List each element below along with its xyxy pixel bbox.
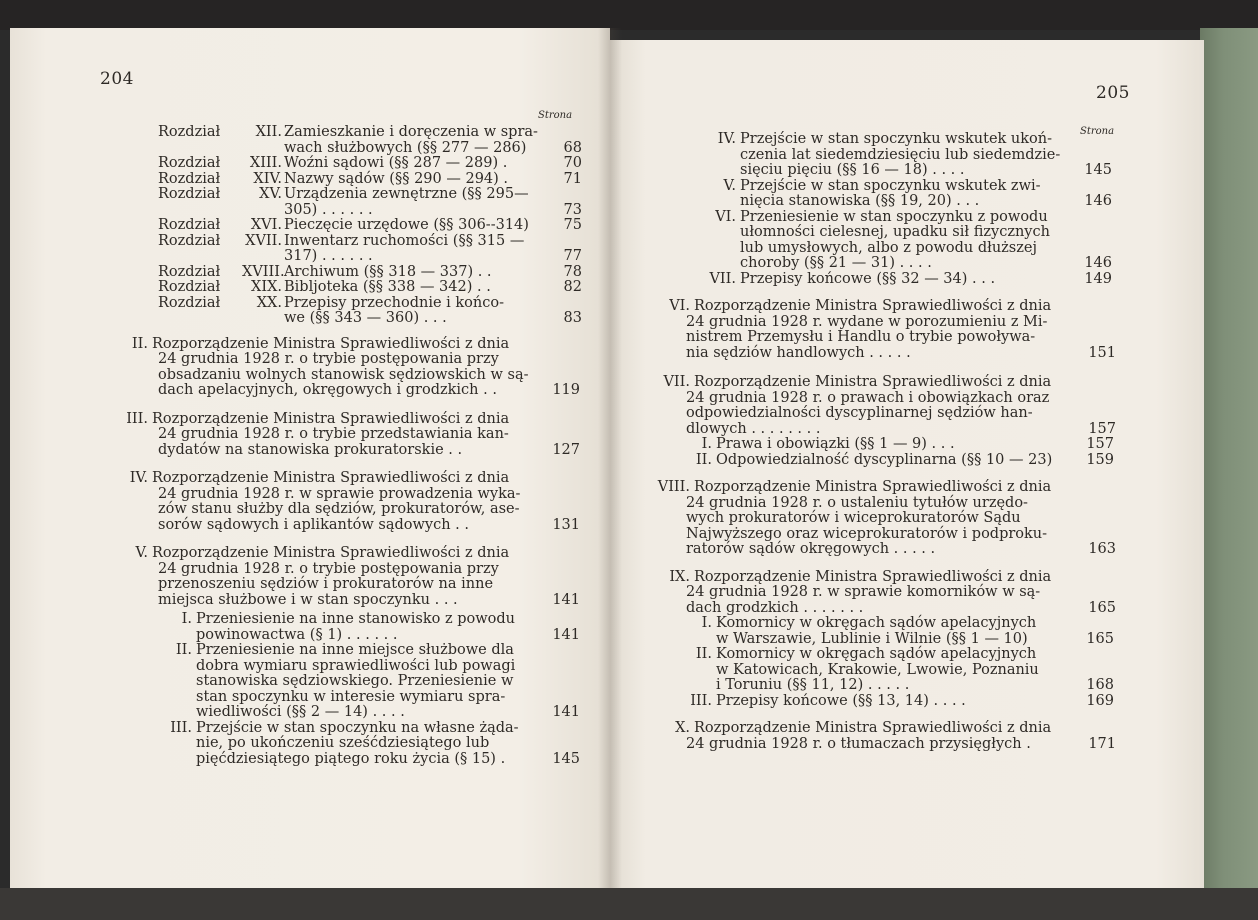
entry-text-line: lub umysłowych, albo z powodu dłuższej xyxy=(740,239,1037,256)
entry-number: I. xyxy=(701,436,712,452)
entry-page-number: 151 xyxy=(1088,344,1116,361)
chapter-label: Rozdział xyxy=(158,232,221,249)
entry-number: II. xyxy=(695,646,712,662)
entry-number: XX. xyxy=(256,294,282,311)
entry-text-line: 24 grudnia 1928 r. o trybie postępowania przy xyxy=(158,351,499,367)
entry-text-line: dydatów na stanowiska prokuratorskie . . xyxy=(158,441,463,458)
entry-text-line: Rozporządzenie Ministra Sprawiedliwości z dnia xyxy=(694,568,1052,585)
entry-text-line: ratorów sądów okręgowych . . . . . xyxy=(686,541,936,557)
entry-number: IX. xyxy=(669,568,690,585)
entry-text-line: 317) . . . . . . xyxy=(284,248,373,264)
entry-text-line: Przepisy końcowe (§§ 13, 14) . . . . xyxy=(716,692,966,709)
entry-text-line: 24 grudnia 1928 r. o ustaleniu tytułów urzędo- xyxy=(686,494,1028,511)
entry-text-line: Przeniesienie w stan spoczynku z powodu xyxy=(740,208,1048,225)
entry-text-line: powinowactwa (§ 1) . . . . . . xyxy=(196,626,398,643)
entry-text-line: Rozporządzenie Ministra Sprawiedliwości z dnia xyxy=(694,298,1052,314)
entry-number: XIV. xyxy=(253,170,282,187)
scan-background-bottom xyxy=(0,888,1258,920)
entry-text-line: nia sędziów handlowych . . . . . xyxy=(686,344,911,361)
entry-number: XVIII. xyxy=(242,263,285,280)
entry-text-line: Inwentarz ruchomości (§§ 315 — xyxy=(284,232,525,249)
scan-background-top xyxy=(0,0,1258,30)
entry-text-line: Przepisy końcowe (§§ 32 — 34) . . . xyxy=(740,270,996,287)
chapter-label: Rozdział xyxy=(158,294,221,311)
entry-number: XII. xyxy=(255,124,282,140)
entry-text-line: nie, po ukończeniu sześćdziesiątego lub xyxy=(196,735,490,751)
entry-page-number: 131 xyxy=(552,516,580,533)
entry-page-number: 70 xyxy=(563,155,582,171)
entry-text-line: Rozporządzenie Ministra Sprawiedliwości z dnia xyxy=(152,335,510,352)
entry-page-number: 73 xyxy=(563,201,582,218)
entry-page-number: 146 xyxy=(1084,255,1112,271)
entry-text-line: sorów sądowych i aplikantów sądowych . . xyxy=(158,516,470,533)
entry-text-line: i Toruniu (§§ 11, 12) . . . . . xyxy=(716,677,910,693)
entry-number: X. xyxy=(675,720,690,736)
entry-page-number: 119 xyxy=(552,382,580,398)
entry-page-number: 163 xyxy=(1088,541,1116,557)
entry-page-number: 165 xyxy=(1088,599,1116,616)
entry-number: II. xyxy=(695,451,712,468)
book-cover-edge xyxy=(1200,28,1258,908)
entry-page-number: 83 xyxy=(563,310,582,326)
entry-number: VI. xyxy=(715,208,736,225)
entry-number: IV. xyxy=(717,131,736,147)
entry-number: IV. xyxy=(129,470,148,486)
chapter-label: Rozdział xyxy=(158,263,221,280)
entry-page-number: 141 xyxy=(552,626,580,643)
chapter-label: Rozdział xyxy=(158,186,221,202)
entry-text-line: Rozporządzenie Ministra Sprawiedliwości z dnia xyxy=(694,374,1052,390)
entry-text-line: Zamieszkanie i doręczenia w spra- xyxy=(284,124,538,140)
chapter-label: Rozdział xyxy=(158,155,221,171)
entry-text-line: czenia lat siedemdziesięciu lub siedemdzie- xyxy=(740,146,1061,163)
entry-text-line: Przejście w stan spoczynku wskutek ukoń- xyxy=(740,131,1053,147)
entry-number: I. xyxy=(701,615,712,631)
entry-number: I. xyxy=(181,611,192,627)
entry-text-line: Przejście w stan spoczynku wskutek zwi- xyxy=(740,177,1041,194)
entry-text-line: 24 grudnia 1928 r. w sprawie komorników w są- xyxy=(686,584,1041,600)
entry-text-line: Rozporządzenie Ministra Sprawiedliwości z dnia xyxy=(152,470,510,486)
entry-text-line: 24 grudnia 1928 r. o prawach i obowiązkach oraz xyxy=(686,389,1050,406)
entry-text-line: zów stanu służby dla sędziów, prokuratorów, ase- xyxy=(158,501,520,517)
entry-text-line: stan spoczynku w interesie wymiaru spra- xyxy=(196,688,506,705)
chapter-label: Rozdział xyxy=(158,124,221,140)
entry-text-line: 305) . . . . . . xyxy=(284,201,373,218)
left-page xyxy=(10,28,610,890)
entry-text-line: odpowiedzialności dyscyplinarnej sędziów han- xyxy=(686,405,1033,421)
entry-text-line: dach grodzkich . . . . . . . xyxy=(686,599,864,616)
chapter-label: Rozdział xyxy=(158,217,221,233)
entry-text-line: w Warszawie, Lublinie i Wilnie (§§ 1 — 10) xyxy=(716,630,1028,647)
entry-text-line: Przeniesienie na inne stanowisko z powodu xyxy=(196,611,516,627)
entry-text-line: Prawa i obowiązki (§§ 1 — 9) . . . xyxy=(716,436,955,452)
entry-number: VIII. xyxy=(657,479,690,495)
entry-text-line: Bibljoteka (§§ 338 — 342) . . xyxy=(284,279,491,295)
entry-page-number: 78 xyxy=(563,263,582,280)
entry-text-line: Komornicy w okręgach sądów apelacyjnych xyxy=(716,615,1037,631)
entry-text-line: 24 grudnia 1928 r. o trybie przedstawiania kan- xyxy=(158,426,509,442)
entry-text-line: Rozporządzenie Ministra Sprawiedliwości z dnia xyxy=(694,720,1052,736)
entry-text-line: nistrem Przemysłu i Handlu o trybie powoływa- xyxy=(686,329,1036,345)
entry-page-number: 145 xyxy=(1084,162,1112,178)
entry-text-line: Przeniesienie na inne miejsce służbowe dla xyxy=(196,642,514,658)
entry-text-line: 24 grudnia 1928 r. w sprawie prowadzenia wyka- xyxy=(158,485,521,502)
entry-number: III. xyxy=(170,719,192,736)
entry-page-number: 157 xyxy=(1088,420,1116,437)
entry-page-number: 165 xyxy=(1086,630,1114,647)
entry-text-line: wych prokuratorów i wiceprokuratorów Sądu xyxy=(686,510,1021,526)
entry-number: VII. xyxy=(709,270,736,287)
entry-page-number: 68 xyxy=(563,139,582,156)
entry-text-line: dobra wymiaru sprawiedliwości lub powagi xyxy=(196,657,516,674)
page-number-right: 205 xyxy=(1096,83,1130,103)
entry-text-line: obsadzaniu wolnych stanowisk sędziowskich w są- xyxy=(158,366,529,383)
entry-text-line: Najwyższego oraz wiceprokuratorów i podproku- xyxy=(686,525,1048,542)
entry-number: III. xyxy=(690,692,712,709)
entry-text-line: Rozporządzenie Ministra Sprawiedliwości z dnia xyxy=(694,479,1052,495)
entry-text-line: wach służbowych (§§ 277 — 286) xyxy=(284,139,527,156)
entry-page-number: 146 xyxy=(1084,193,1112,209)
entry-page-number: 169 xyxy=(1086,692,1114,709)
entry-text-line: Pieczęcie urzędowe (§§ 306--314) xyxy=(284,217,529,233)
entry-text-line: we (§§ 343 — 360) . . . xyxy=(284,310,447,326)
entry-page-number: 127 xyxy=(552,441,580,458)
entry-text-line: choroby (§§ 21 — 31) . . . . xyxy=(740,255,932,271)
entry-text-line: nięcia stanowiska (§§ 19, 20) . . . xyxy=(740,193,980,209)
entry-page-number: 149 xyxy=(1084,270,1112,287)
entry-text-line: Przepisy przechodnie i końco- xyxy=(284,294,504,311)
entry-text-line: pięćdziesiątego piątego roku życia (§ 15) . xyxy=(196,750,506,767)
entry-page-number: 159 xyxy=(1086,451,1114,468)
entry-page-number: 168 xyxy=(1086,677,1114,693)
entry-text-line: sięciu pięciu (§§ 16 — 18) . . . . xyxy=(740,162,965,178)
entry-page-number: 141 xyxy=(552,704,580,720)
entry-page-number: 71 xyxy=(563,170,582,187)
entry-number: II. xyxy=(131,335,148,352)
entry-number: XVI. xyxy=(250,217,282,233)
entry-text-line: Archiwum (§§ 318 — 337) . . xyxy=(284,263,492,280)
entry-text-line: stanowiska sędziowskiego. Przeniesienie w xyxy=(196,673,514,689)
entry-number: XVII. xyxy=(245,232,282,249)
strona-header-left: Strona xyxy=(538,110,573,121)
entry-text-line: Urządzenia zewnętrzne (§§ 295— xyxy=(284,186,529,202)
strona-header-right: Strona xyxy=(1080,126,1115,137)
entry-text-line: dach apelacyjnych, okręgowych i grodzkich . . xyxy=(158,382,497,398)
entry-page-number: 77 xyxy=(563,248,582,264)
entry-number: III. xyxy=(126,410,148,427)
entry-text-line: Rozporządzenie Ministra Sprawiedliwości z dnia xyxy=(152,410,510,427)
entry-number: V. xyxy=(723,177,736,194)
entry-number: XIX. xyxy=(251,279,282,295)
entry-text-line: Przejście w stan spoczynku na własne żąda- xyxy=(196,719,519,736)
entry-page-number: 82 xyxy=(563,279,582,295)
entry-text-line: Rozporządzenie Ministra Sprawiedliwości z dnia xyxy=(152,545,510,561)
entry-number: XV. xyxy=(259,186,282,202)
entry-number: II. xyxy=(175,642,192,658)
entry-number: V. xyxy=(135,545,148,561)
entry-number: VI. xyxy=(669,298,690,314)
entry-text-line: dlowych . . . . . . . . xyxy=(686,420,821,437)
entry-page-number: 145 xyxy=(552,750,580,767)
entry-text-line: wiedliwości (§§ 2 — 14) . . . . xyxy=(196,704,405,720)
chapter-label: Rozdział xyxy=(158,279,221,295)
entry-page-number: 157 xyxy=(1086,436,1114,452)
entry-text-line: miejsca służbowe i w stan spoczynku . . . xyxy=(158,591,458,608)
entry-text-line: Nazwy sądów (§§ 290 — 294) . xyxy=(284,170,509,187)
entry-text-line: Odpowiedzialność dyscyplinarna (§§ 10 — 23) xyxy=(716,451,1053,468)
entry-page-number: 141 xyxy=(552,591,580,608)
entry-text-line: ułomności cielesnej, upadku sił fizycznych xyxy=(740,224,1050,240)
entry-number: XIII. xyxy=(249,155,282,171)
entry-text-line: Woźni sądowi (§§ 287 — 289) . xyxy=(284,155,508,171)
entry-text-line: Komornicy w okręgach sądów apelacyjnych xyxy=(716,646,1037,662)
entry-text-line: 24 grudnia 1928 r. wydane w porozumieniu z Mi- xyxy=(686,313,1048,330)
entry-text-line: w Katowicach, Krakowie, Lwowie, Poznaniu xyxy=(716,661,1039,678)
book-gutter xyxy=(598,28,622,890)
entry-text-line: przenoszeniu sędziów i prokuratorów na inne xyxy=(158,576,494,592)
entry-page-number: 75 xyxy=(563,217,582,233)
entry-number: VII. xyxy=(663,374,690,390)
entry-text-line: 24 grudnia 1928 r. o trybie postępowania przy xyxy=(158,560,499,577)
chapter-label: Rozdział xyxy=(158,170,221,187)
page-number-left: 204 xyxy=(100,69,134,89)
entry-page-number: 171 xyxy=(1088,735,1116,752)
entry-text-line: 24 grudnia 1928 r. o tłumaczach przysięgłych . xyxy=(686,735,1031,752)
right-page xyxy=(610,40,1204,890)
